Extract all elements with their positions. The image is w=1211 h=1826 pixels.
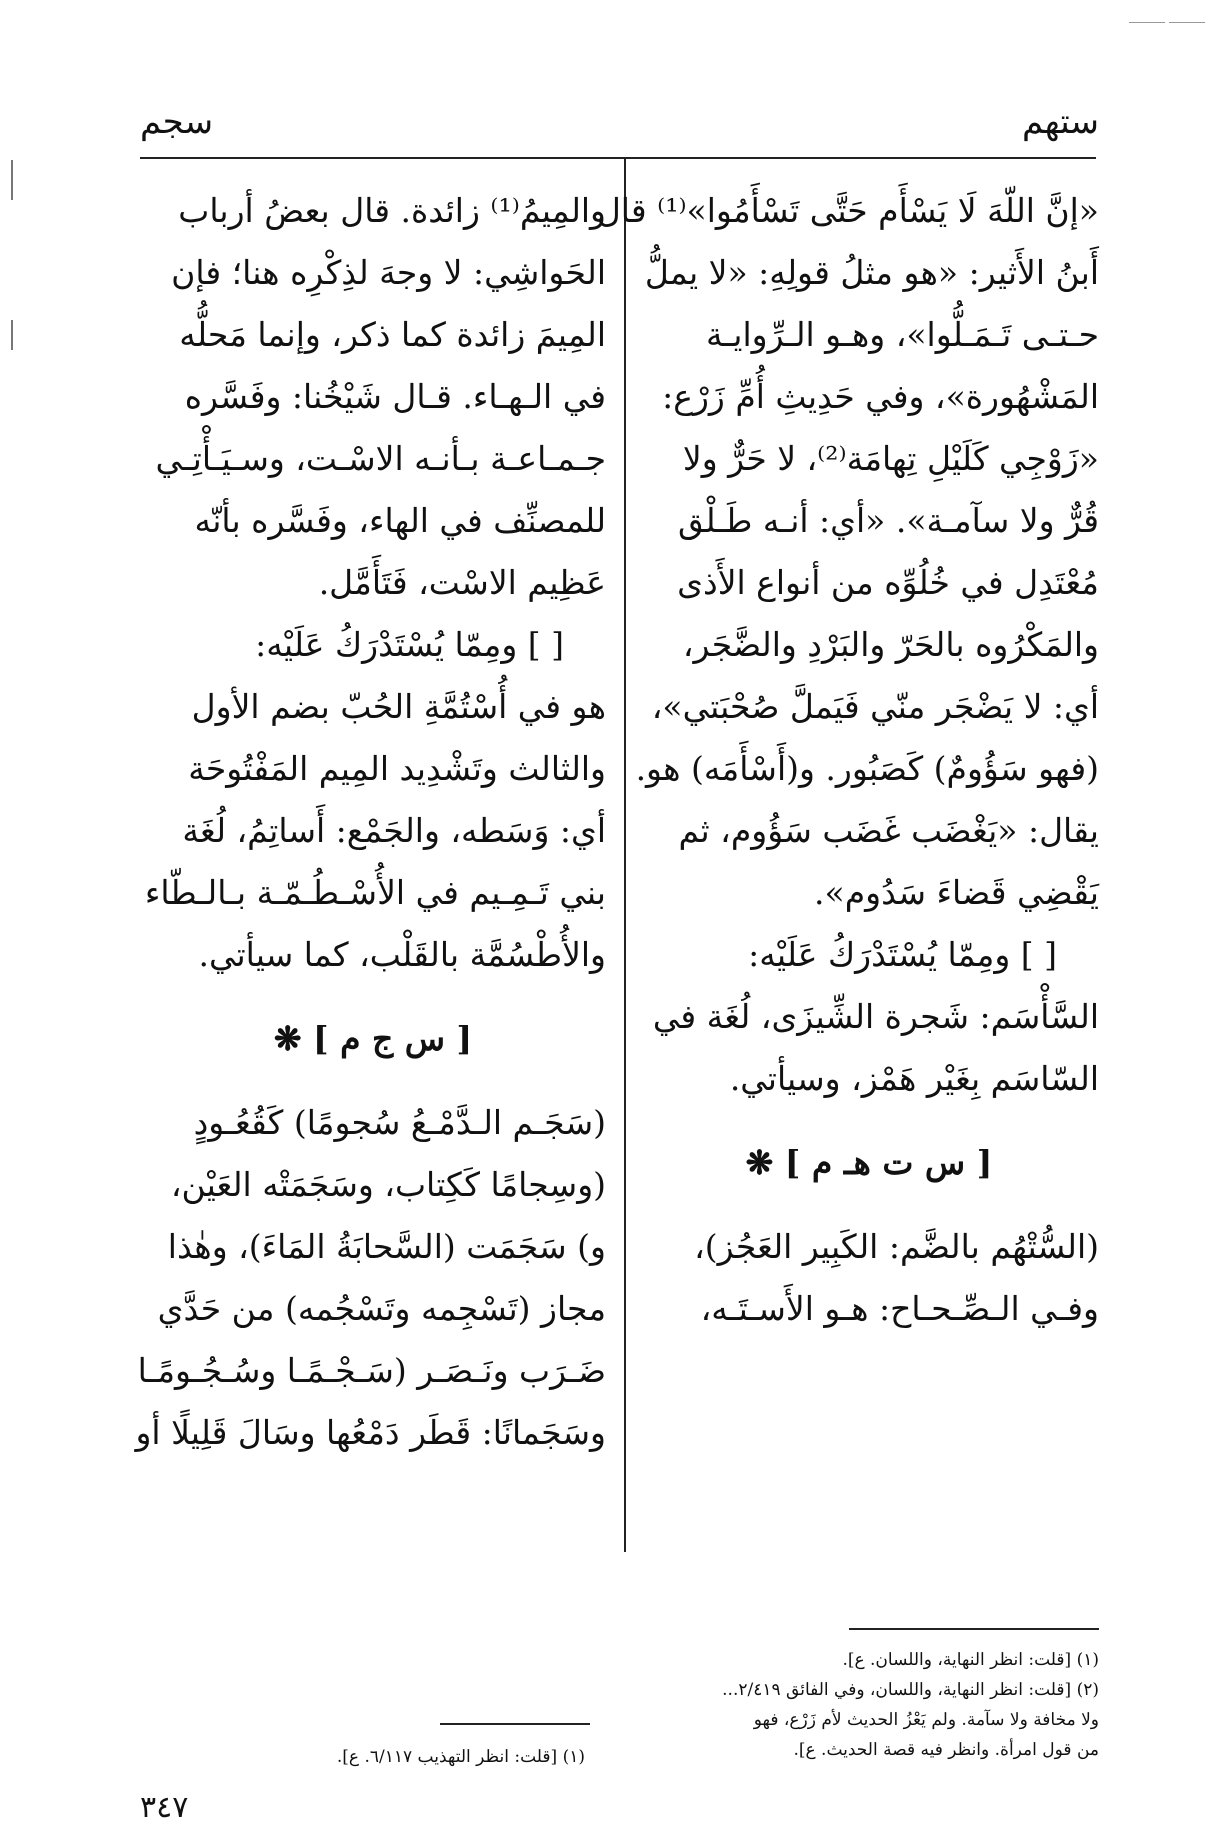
text-line: «زَوْجِي كَلَيْلِ تِهامَة⁽²⁾، لا حَرٌّ ولا xyxy=(682,439,1099,478)
footnote-line: ولا مخافة ولا سآمة. ولم يَعْزُ الحديث لأم زَرْع، فهو xyxy=(753,1710,1099,1730)
text-line: بني تَـمِـيم في الأُسْـطُـمّـة بـالـطّاء xyxy=(144,873,606,912)
footnotes-left xyxy=(145,1742,585,1772)
footnote-line: (١) [قلت: انظر النهاية، واللسان. ع]. xyxy=(842,1650,1099,1670)
text-line: الحَواشِي: لا وجهَ لذِكْرِه هنا؛ فإن xyxy=(171,253,606,292)
text-line: وسَجَمانًا: قَطَر دَمْعُها وسَالَ قَلِيلًا أو xyxy=(135,1413,606,1452)
text-line: في الـهـاء. قـال شَيْخُنا: وفَسَّره xyxy=(184,377,606,416)
text-line: و) سَجَمَت (السَّحابَةُ المَاءَ)، وهٰذا xyxy=(167,1227,606,1266)
column-divider xyxy=(624,157,626,1552)
text-line: (السُّتْهُم بالضَّم: الكَبِير العَجُز)، xyxy=(694,1227,1099,1266)
addendum-subheading: [ ] ومِمّا يُسْتَدْرَكُ عَلَيْه: xyxy=(255,625,564,664)
text-line: أي: وَسَطه، والجَمْع: أَساتِمُ، لُغَة xyxy=(182,811,606,850)
footnote-line: (١) [قلت: انظر التهذيب ٦/١١٧. ع]. xyxy=(336,1747,585,1767)
text-line: (وسِجامًا كَكِتاب، وسَجَمَتْه العَيْن، xyxy=(170,1165,606,1204)
text-line: أي: لا يَضْجَر منّي فَيَملَّ صُحْبَتي»، xyxy=(651,687,1099,726)
corner-tick xyxy=(1169,22,1205,23)
corner-tick xyxy=(1129,22,1165,23)
text-line: المَشْهُورة»، وفي حَدِيثِ أُمِّ زَرْع: xyxy=(662,377,1099,416)
addendum-subheading: [ ] ومِمّا يُسْتَدْرَكُ عَلَيْه: xyxy=(748,935,1057,974)
footnote-rule xyxy=(849,1628,1099,1630)
text-line: السّاسَم بِغَيْر هَمْز، وسيأتي. xyxy=(729,1059,1099,1098)
margin-mark xyxy=(11,160,13,200)
text-line: والأُطْسُمَّة بالقَلْب، كما سيأتي. xyxy=(198,935,606,974)
text-line: هو في أُسْتُمَّةِ الحُبّ بضم الأول xyxy=(191,687,606,726)
text-line: والمِيمُ⁽¹⁾ زائدة. قال بعضُ أرباب xyxy=(178,191,606,230)
text-line: والثالث وتَشْدِيد المِيم المَفْتُوحَة xyxy=(188,749,606,788)
text-line: ضَـرَب ونَـصَـر (سَـجْـمًـا وسُـجُـومًـا xyxy=(137,1351,606,1390)
footnote-line: من قول امرأة. وانظر فيه قصة الحديث. ع]. xyxy=(793,1740,1099,1760)
text-line: للمصنِّف في الهاء، وفَسَّره بأنّه xyxy=(194,501,606,540)
right-column xyxy=(596,180,1099,1340)
text-line: يَقْضِي قَضاءَ سَدُوم». xyxy=(814,873,1099,912)
running-header-left: سجم xyxy=(140,102,214,142)
entry-heading: [ س ج م ] ❋ xyxy=(273,1019,473,1058)
margin-mark xyxy=(11,320,13,350)
text-line: وفـي الـصِّـحـاح: هـو الأَسـتَـه، xyxy=(700,1289,1099,1328)
text-line: (فهو سَؤُومٌ) كَصَبُور. و(أَسْأَمَه) هو. xyxy=(635,749,1099,788)
footnote-rule xyxy=(440,1723,590,1725)
footnote-line: (٢) [قلت: انظر النهاية، واللسان، وفي الفائق ٢/٤١٩... xyxy=(722,1680,1099,1700)
text-line: عَظِيم الاسْت، فَتَأَمَّل. xyxy=(318,563,606,602)
text-line: جـمـاعـة بـأنـه الاسْـت، وسـيَـأْتِـي xyxy=(155,439,606,478)
footnotes-right xyxy=(659,1645,1099,1765)
running-header-right: ستهم xyxy=(1021,102,1099,142)
text-line: مُعْتَدِل في خُلُوِّه من أنواع الأَذى xyxy=(677,563,1099,602)
text-line: والمَكْرُوه بالحَرّ والبَرْدِ والضَّجَر، xyxy=(682,625,1099,664)
text-line: حـتـى تَـمَـلُّوا»، وهـو الـرِّوايـة xyxy=(705,315,1099,354)
text-line: أَبنُ الأَثير: «هو مثلُ قولِهِ: «لا يملُّ xyxy=(644,253,1099,292)
entry-heading: [ س ت هـ م ] ❋ xyxy=(745,1143,993,1182)
left-column xyxy=(135,180,606,1464)
text-line: قُرٌّ ولا سآمـة». «أي: أنـه طَـلْق xyxy=(677,501,1099,540)
corner-marks xyxy=(1089,8,1205,28)
page-number: ٣٤٧ xyxy=(140,1790,189,1825)
header-rule xyxy=(140,157,1096,159)
text-line: المِيمَ زائدة كما ذكر، وإنما مَحلُّه xyxy=(179,315,606,354)
text-line: يقال: «يَغْضَب غَضَب سَؤُوم، ثم xyxy=(678,811,1099,850)
text-line: «إنَّ اللّهَ لَا يَسْأَم حَتَّى تَسْأَمُوا»⁽¹⁾ قال xyxy=(596,191,1099,230)
text-line: السَّأْسَم: شَجرة الشِّيزَى، لُغَة في xyxy=(652,997,1099,1036)
text-line: مجاز (تَسْجِمه وتَسْجُمه) من حَدَّي xyxy=(157,1289,606,1328)
text-line: (سَجَـم الـدَّمْـعُ سُجومًا) كَقُعُـودٍ xyxy=(193,1103,606,1142)
